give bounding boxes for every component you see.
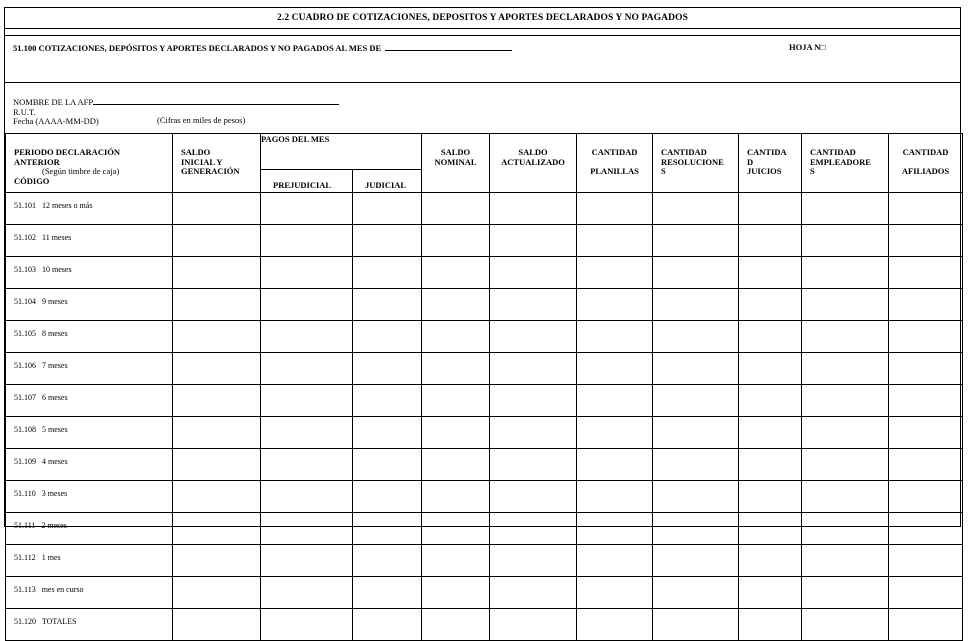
table-cell[interactable] bbox=[577, 609, 653, 641]
row-code-label: 51.113 mes en curso bbox=[6, 577, 173, 609]
table-cell[interactable] bbox=[739, 257, 802, 289]
table-cell[interactable] bbox=[653, 545, 739, 577]
col-saldo-actualizado bbox=[490, 134, 577, 193]
table-cell[interactable] bbox=[739, 545, 802, 577]
table-cell[interactable] bbox=[653, 257, 739, 289]
table-cell[interactable] bbox=[739, 577, 802, 609]
table-cell[interactable] bbox=[653, 449, 739, 481]
table-cell[interactable] bbox=[173, 609, 261, 641]
table-row bbox=[6, 481, 963, 513]
table-cell[interactable] bbox=[261, 417, 353, 449]
periodo-line4: CÓDIGO bbox=[14, 175, 50, 186]
table-cell[interactable] bbox=[422, 321, 490, 353]
table-cell[interactable] bbox=[490, 481, 577, 513]
table-cell[interactable] bbox=[889, 385, 963, 417]
row-code-label: 51.104 9 meses bbox=[6, 289, 173, 321]
table-cell[interactable] bbox=[353, 289, 422, 321]
table-cell[interactable] bbox=[353, 321, 422, 353]
table-cell[interactable] bbox=[653, 609, 739, 641]
table-cell[interactable] bbox=[353, 257, 422, 289]
table-row bbox=[6, 577, 963, 609]
cantidad-empleadores-label: CANTIDAD EMPLEADORE S bbox=[810, 147, 871, 176]
table-cell[interactable] bbox=[173, 321, 261, 353]
periodo-line1: PERIODO DECLARACIÓN bbox=[14, 147, 121, 157]
prejudicial-label: PREJUDICIAL bbox=[273, 180, 332, 190]
table-cell[interactable] bbox=[739, 225, 802, 257]
table-cell[interactable] bbox=[802, 449, 889, 481]
table-cell[interactable] bbox=[422, 417, 490, 449]
data-table bbox=[5, 133, 963, 641]
table-cell[interactable] bbox=[889, 609, 963, 641]
col-saldo-nominal bbox=[422, 134, 490, 193]
table-row bbox=[6, 321, 963, 353]
table-cell[interactable] bbox=[802, 545, 889, 577]
table-cell[interactable] bbox=[802, 289, 889, 321]
table-cell[interactable] bbox=[802, 481, 889, 513]
table-cell[interactable] bbox=[490, 577, 577, 609]
table-cell[interactable] bbox=[739, 481, 802, 513]
table-cell[interactable] bbox=[577, 289, 653, 321]
col-cantidad-juicios bbox=[739, 134, 802, 193]
saldo-actualizado-label: SALDO ACTUALIZADO bbox=[501, 147, 565, 167]
table-cell[interactable] bbox=[739, 193, 802, 225]
table-cell[interactable] bbox=[739, 385, 802, 417]
table-cell[interactable] bbox=[173, 289, 261, 321]
row-code-label: 51.105 8 meses bbox=[6, 321, 173, 353]
table-cell[interactable] bbox=[261, 481, 353, 513]
table-cell[interactable] bbox=[261, 257, 353, 289]
table-cell[interactable] bbox=[577, 225, 653, 257]
table-cell[interactable] bbox=[490, 449, 577, 481]
table-cell[interactable] bbox=[353, 577, 422, 609]
table-cell[interactable] bbox=[802, 609, 889, 641]
periodo-line2: ANTERIOR bbox=[14, 156, 60, 167]
table-cell[interactable] bbox=[577, 449, 653, 481]
table-cell[interactable] bbox=[802, 577, 889, 609]
table-row bbox=[6, 385, 963, 417]
saldo-nominal-label: SALDO NOMINAL bbox=[434, 147, 477, 167]
table-cell[interactable] bbox=[261, 513, 353, 545]
table-cell[interactable] bbox=[889, 257, 963, 289]
table-row bbox=[6, 289, 963, 321]
table-cell[interactable] bbox=[353, 225, 422, 257]
table-cell[interactable] bbox=[490, 513, 577, 545]
row-code-label: 51.112 1 mes bbox=[6, 545, 173, 577]
cantidad-juicios-label: CANTIDA D JUICIOS bbox=[747, 147, 787, 176]
table-cell[interactable] bbox=[889, 289, 963, 321]
table-cell[interactable] bbox=[653, 513, 739, 545]
table-row bbox=[6, 609, 963, 641]
table-cell[interactable] bbox=[889, 193, 963, 225]
table-cell[interactable] bbox=[422, 449, 490, 481]
table-cell[interactable] bbox=[577, 481, 653, 513]
table-cell[interactable] bbox=[261, 385, 353, 417]
table-cell[interactable] bbox=[422, 609, 490, 641]
table-cell[interactable] bbox=[261, 193, 353, 225]
table-cell[interactable] bbox=[353, 449, 422, 481]
col-cantidad-empleadores bbox=[802, 134, 889, 193]
table-cell[interactable] bbox=[490, 417, 577, 449]
table-cell[interactable] bbox=[422, 577, 490, 609]
code-label-line bbox=[13, 42, 512, 53]
row-code-label: 51.108 5 meses bbox=[6, 417, 173, 449]
table-cell[interactable] bbox=[490, 225, 577, 257]
table-cell[interactable] bbox=[577, 257, 653, 289]
judicial-label: JUDICIAL bbox=[365, 180, 407, 190]
table-cell[interactable] bbox=[173, 385, 261, 417]
table-cell[interactable] bbox=[802, 385, 889, 417]
cantidad-resoluciones-label: CANTIDAD RESOLUCIONE S bbox=[661, 147, 724, 176]
table-cell[interactable] bbox=[490, 609, 577, 641]
table-row bbox=[6, 513, 963, 545]
table-cell[interactable] bbox=[353, 353, 422, 385]
table-body bbox=[6, 193, 963, 641]
table-row bbox=[6, 417, 963, 449]
table-cell[interactable] bbox=[173, 417, 261, 449]
table-cell[interactable] bbox=[173, 577, 261, 609]
row-code-label: 51.103 10 meses bbox=[6, 257, 173, 289]
table-cell[interactable] bbox=[422, 257, 490, 289]
row-code-label: 51.109 4 meses bbox=[6, 449, 173, 481]
table-cell[interactable] bbox=[422, 385, 490, 417]
table-row bbox=[6, 257, 963, 289]
row-code-label: 51.101 12 meses o más bbox=[6, 193, 173, 225]
code-label: 51.100 COTIZACIONES, DEPÓSITOS Y APORTES DECLARADOS Y NO PAGADOS AL MES DE bbox=[13, 43, 382, 53]
afp-label: NOMBRE DE LA AFP bbox=[13, 97, 94, 107]
table-cell[interactable] bbox=[653, 353, 739, 385]
col-pagos-mes bbox=[261, 134, 422, 170]
table-cell[interactable] bbox=[889, 577, 963, 609]
cantidad-planillas-label: CANTIDAD PLANILLAS bbox=[590, 147, 639, 176]
table-cell[interactable] bbox=[353, 193, 422, 225]
table-cell[interactable] bbox=[353, 545, 422, 577]
table-cell[interactable] bbox=[802, 321, 889, 353]
table-cell[interactable] bbox=[173, 449, 261, 481]
table-cell[interactable] bbox=[889, 225, 963, 257]
table-cell[interactable] bbox=[353, 481, 422, 513]
table-cell[interactable] bbox=[261, 577, 353, 609]
table-cell[interactable] bbox=[802, 417, 889, 449]
fecha-label: Fecha (AAAA-MM-DD) bbox=[13, 116, 99, 126]
table-cell[interactable] bbox=[490, 353, 577, 385]
table-cell[interactable] bbox=[422, 545, 490, 577]
table-cell[interactable] bbox=[490, 289, 577, 321]
table-cell[interactable] bbox=[739, 513, 802, 545]
table-cell[interactable] bbox=[653, 225, 739, 257]
table-cell[interactable] bbox=[577, 353, 653, 385]
table-cell[interactable] bbox=[653, 481, 739, 513]
table-cell[interactable] bbox=[577, 513, 653, 545]
table-cell[interactable] bbox=[422, 513, 490, 545]
row-code-label: 51.102 11 meses bbox=[6, 225, 173, 257]
table-cell[interactable] bbox=[739, 417, 802, 449]
table-cell[interactable] bbox=[353, 513, 422, 545]
table-cell[interactable] bbox=[739, 289, 802, 321]
table-cell[interactable] bbox=[490, 385, 577, 417]
cantidad-afiliados-label: CANTIDAD AFILIADOS bbox=[901, 147, 950, 176]
col-prejudicial bbox=[261, 170, 353, 193]
table-cell[interactable] bbox=[889, 449, 963, 481]
table-row bbox=[6, 545, 963, 577]
form-title: 2.2 CUADRO DE COTIZACIONES, DEPOSITOS Y APORTES DECLARADOS Y NO PAGADOS bbox=[5, 8, 960, 29]
table-cell[interactable] bbox=[490, 321, 577, 353]
table-cell[interactable] bbox=[889, 417, 963, 449]
table-cell[interactable] bbox=[739, 353, 802, 385]
table-cell[interactable] bbox=[261, 225, 353, 257]
table-cell[interactable] bbox=[739, 609, 802, 641]
row-code-label: 51.107 6 meses bbox=[6, 385, 173, 417]
table-cell[interactable] bbox=[422, 481, 490, 513]
table-cell[interactable] bbox=[653, 321, 739, 353]
table-cell[interactable] bbox=[577, 577, 653, 609]
table-cell[interactable] bbox=[261, 321, 353, 353]
table-cell[interactable] bbox=[577, 545, 653, 577]
row-code-label: 51.120 TOTALES bbox=[6, 609, 173, 641]
table-cell[interactable] bbox=[577, 385, 653, 417]
table-cell[interactable] bbox=[261, 545, 353, 577]
table-cell[interactable] bbox=[739, 449, 802, 481]
row-code-label: 51.110 3 meses bbox=[6, 481, 173, 513]
meta-block bbox=[13, 97, 339, 127]
table-cell[interactable] bbox=[261, 289, 353, 321]
table-cell[interactable] bbox=[173, 353, 261, 385]
table-cell[interactable] bbox=[577, 417, 653, 449]
table-cell[interactable] bbox=[490, 257, 577, 289]
table-cell[interactable] bbox=[577, 321, 653, 353]
col-periodo bbox=[6, 134, 173, 193]
saldo-inicial-label: SALDO INICIAL Y GENERACIÓN bbox=[181, 147, 240, 176]
table-cell[interactable] bbox=[802, 513, 889, 545]
table-cell[interactable] bbox=[353, 609, 422, 641]
afp-field[interactable] bbox=[93, 97, 339, 105]
table-cell[interactable] bbox=[490, 193, 577, 225]
table-cell[interactable] bbox=[889, 353, 963, 385]
table-cell[interactable] bbox=[173, 257, 261, 289]
pagos-mes-label: PAGOS DEL MES bbox=[261, 134, 330, 144]
table-cell[interactable] bbox=[261, 449, 353, 481]
header-line bbox=[5, 35, 960, 83]
form-frame bbox=[4, 7, 961, 626]
row-code-label: 51.106 7 meses bbox=[6, 353, 173, 385]
table-cell[interactable] bbox=[261, 353, 353, 385]
table-cell[interactable] bbox=[889, 321, 963, 353]
table-cell[interactable] bbox=[889, 481, 963, 513]
table-cell[interactable] bbox=[173, 193, 261, 225]
table-cell[interactable] bbox=[422, 193, 490, 225]
table-row bbox=[6, 353, 963, 385]
table-cell[interactable] bbox=[422, 289, 490, 321]
cifras-label: (Cifras en miles de pesos) bbox=[157, 115, 246, 125]
table-cell[interactable] bbox=[173, 225, 261, 257]
table-cell[interactable] bbox=[739, 321, 802, 353]
hoja-label: HOJA N□ bbox=[789, 42, 826, 52]
row-code-label: 51.111 2 meses bbox=[6, 513, 173, 545]
month-field[interactable] bbox=[385, 42, 512, 51]
table-cell[interactable] bbox=[653, 289, 739, 321]
table-cell[interactable] bbox=[802, 193, 889, 225]
table-cell[interactable] bbox=[653, 385, 739, 417]
table-cell[interactable] bbox=[802, 257, 889, 289]
col-cantidad-resoluciones bbox=[653, 134, 739, 193]
table-cell[interactable] bbox=[889, 513, 963, 545]
table-cell[interactable] bbox=[653, 193, 739, 225]
table-cell[interactable] bbox=[173, 513, 261, 545]
table-cell[interactable] bbox=[422, 225, 490, 257]
table-row bbox=[6, 193, 963, 225]
table-row bbox=[6, 225, 963, 257]
periodo-line3: (Según timbre de caja) bbox=[42, 166, 120, 176]
col-cantidad-planillas bbox=[577, 134, 653, 193]
table-cell[interactable] bbox=[889, 545, 963, 577]
afp-line bbox=[13, 97, 339, 108]
col-cantidad-afiliados bbox=[889, 134, 963, 193]
table-cell[interactable] bbox=[422, 353, 490, 385]
table-cell[interactable] bbox=[653, 417, 739, 449]
table-cell[interactable] bbox=[173, 545, 261, 577]
table-cell[interactable] bbox=[261, 609, 353, 641]
col-judicial bbox=[353, 170, 422, 193]
rut-label: R.U.T. bbox=[13, 106, 36, 117]
table-cell[interactable] bbox=[353, 385, 422, 417]
table-cell[interactable] bbox=[802, 353, 889, 385]
table-cell[interactable] bbox=[577, 193, 653, 225]
table-cell[interactable] bbox=[490, 545, 577, 577]
table-cell[interactable] bbox=[802, 225, 889, 257]
table-cell[interactable] bbox=[653, 577, 739, 609]
table-cell[interactable] bbox=[353, 417, 422, 449]
col-saldo-inicial bbox=[173, 134, 261, 193]
table-cell[interactable] bbox=[173, 481, 261, 513]
table-row bbox=[6, 449, 963, 481]
